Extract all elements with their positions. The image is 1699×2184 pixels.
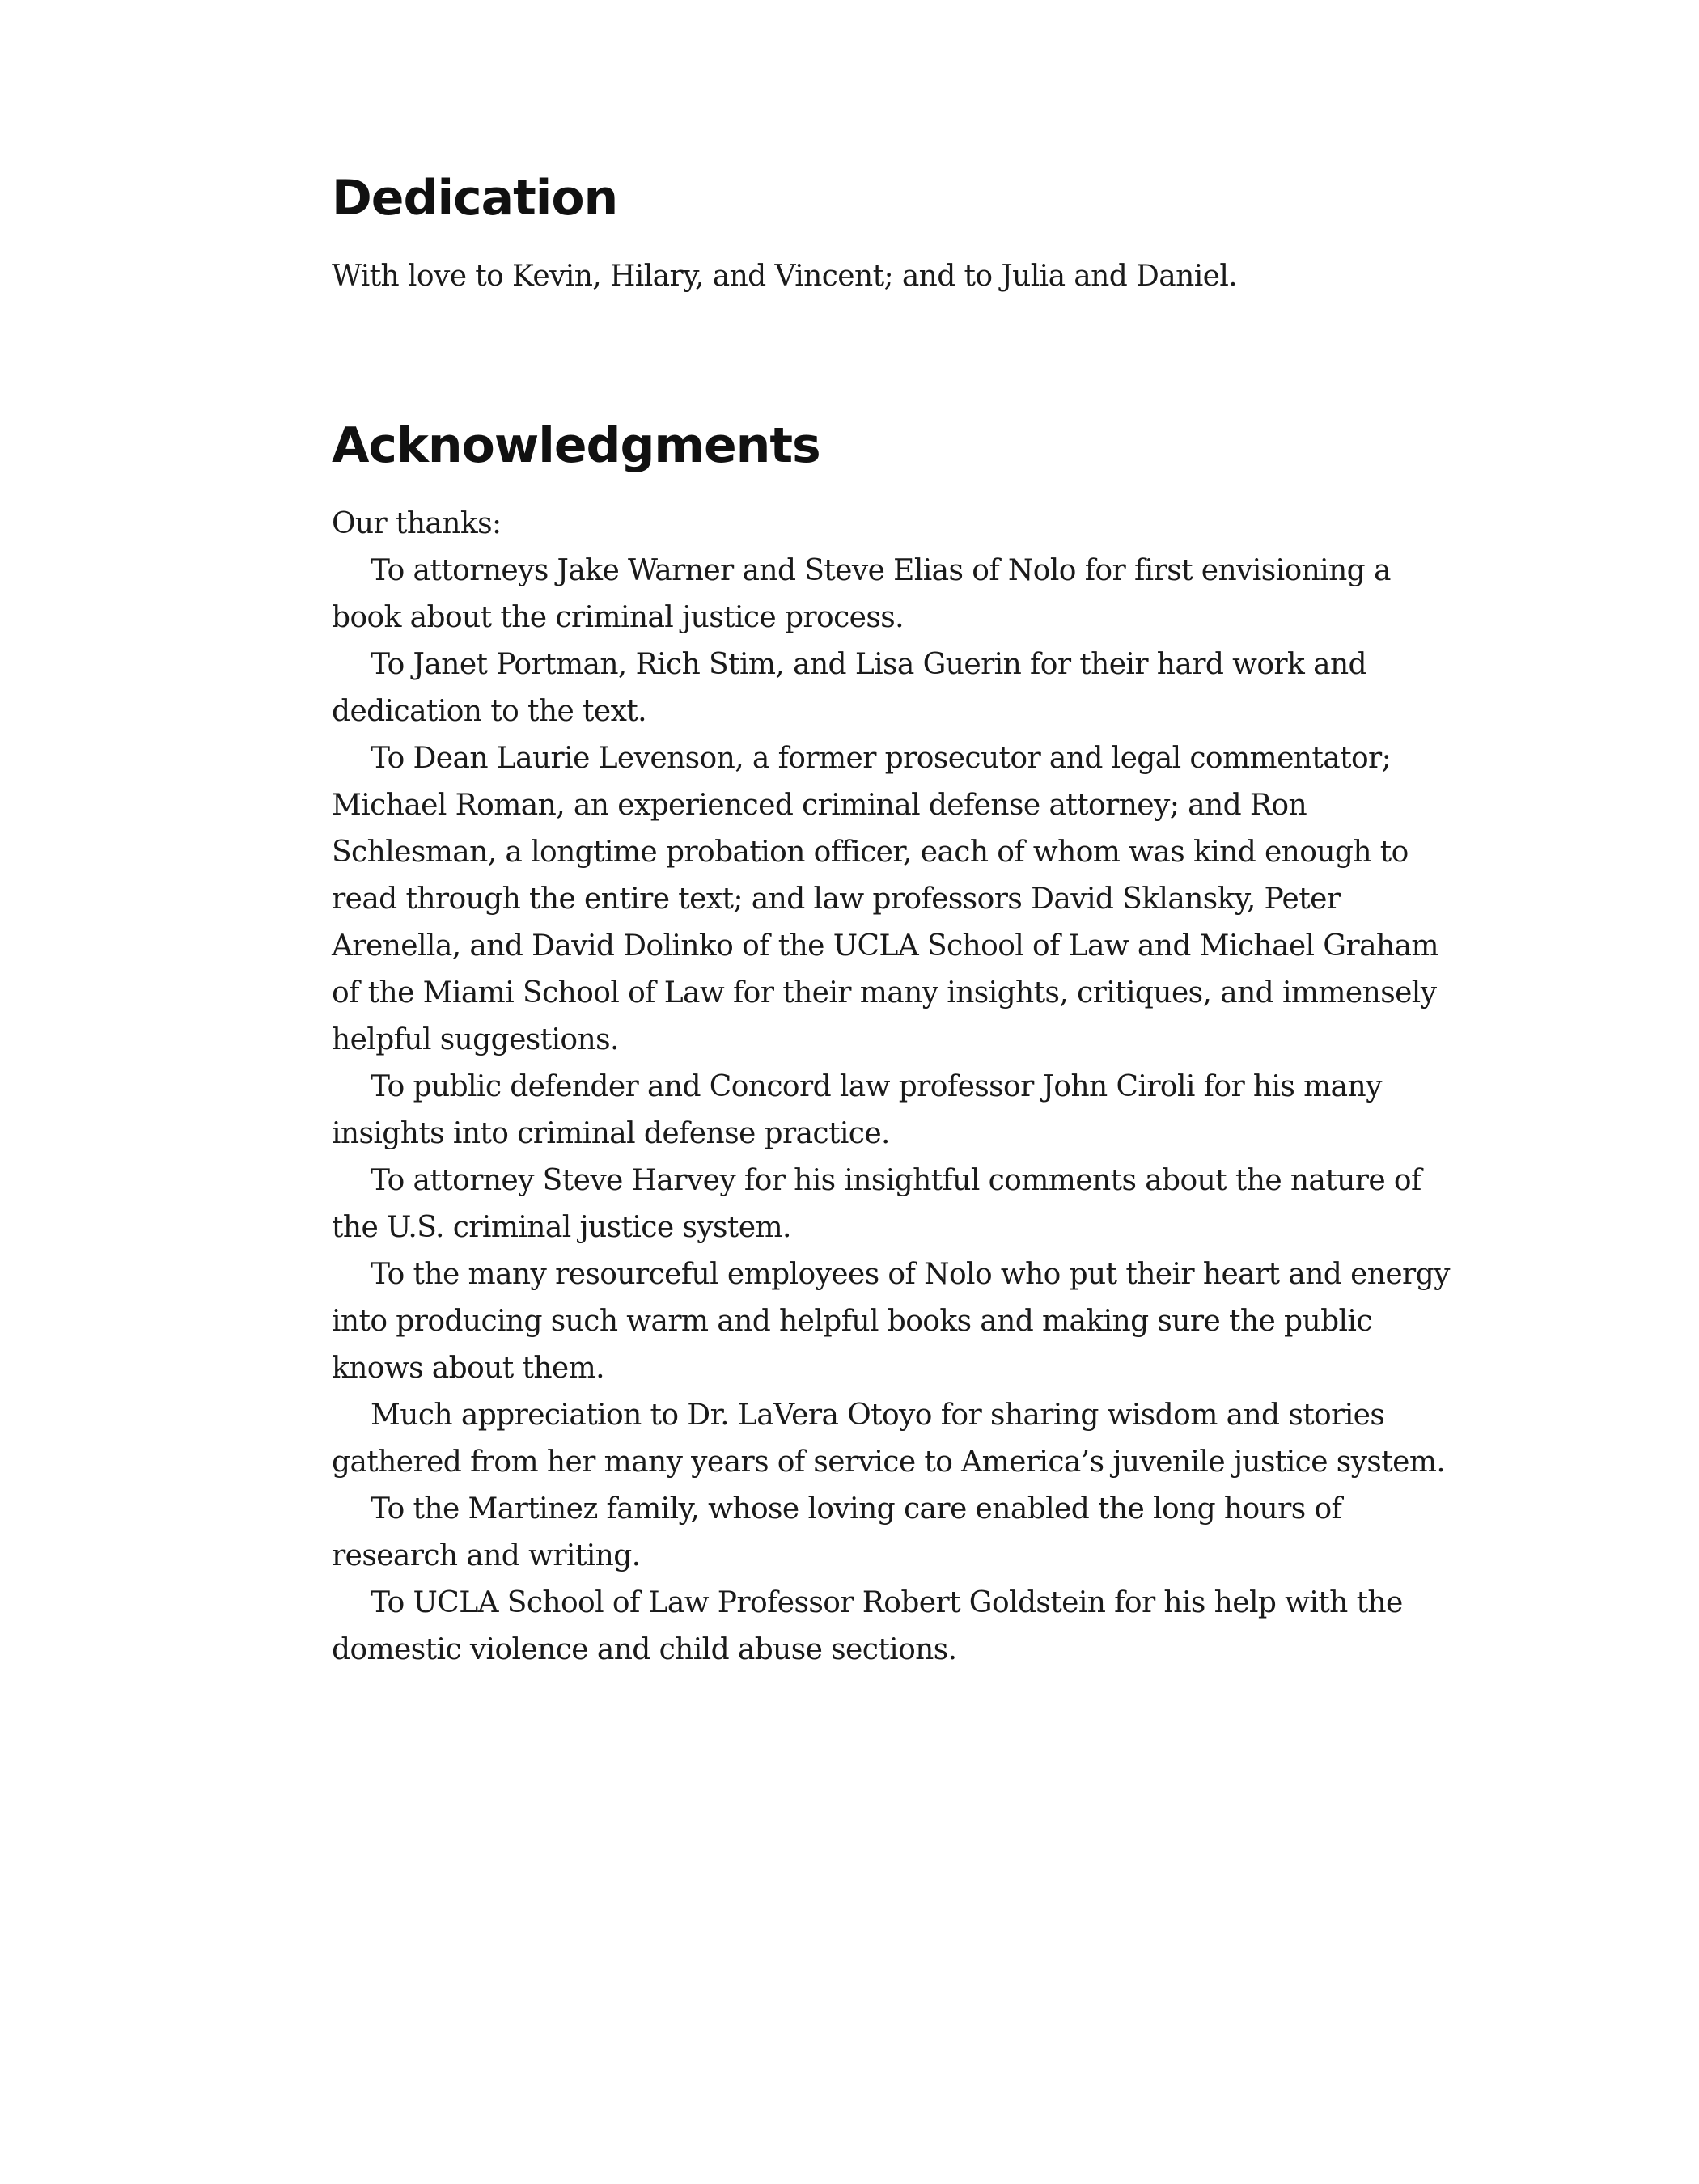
dedication-text: With love to Kevin, Hilary, and Vincent; and to Julia and Daniel. xyxy=(332,260,1238,293)
acknowledgment-paragraph: To Dean Laurie Levenson, a former prosecutor and legal commentator; Michael Roman, an experienced criminal defense attorney; and Ron Schlesman, a longtime probation officer, each of whom was kind enough to read through the entire text; and law professors David Sklansky, Peter Arenella, and David Dolinko of the UCLA School of Law and Michael Graham of the Miami School of Law for their many insights, critiques, and immensely helpful suggestions. xyxy=(332,742,1438,1056)
acknowledgments-heading: Acknowledgments xyxy=(332,417,820,474)
acknowledgment-paragraph: To Janet Portman, Rich Stim, and Lisa Guerin for their hard work and dedication to the text. xyxy=(332,648,1366,728)
acknowledgment-paragraph: To public defender and Concord law professor John Ciroli for his many insights into criminal defense practice. xyxy=(332,1070,1382,1150)
acknowledgment-paragraph: To the Martinez family, whose loving care enabled the long hours of research and writing. xyxy=(332,1492,1342,1572)
acknowledgment-paragraph: To the many resourceful employees of Nolo who put their heart and energy into producing such warm and helpful books and making sure the public knows about them. xyxy=(332,1258,1450,1385)
acknowledgment-paragraph: To attorney Steve Harvey for his insightful comments about the nature of the U.S. criminal justice system. xyxy=(332,1164,1421,1244)
document-page xyxy=(332,170,1464,1674)
acknowledgment-paragraph: Much appreciation to Dr. LaVera Otoyo for sharing wisdom and stories gathered from her many years of service to America’s juvenile justice system. xyxy=(332,1399,1446,1479)
acknowledgments-intro: Our thanks: xyxy=(332,507,502,540)
acknowledgment-paragraph: To attorneys Jake Warner and Steve Elias of Nolo for first envisioning a book about the criminal justice process. xyxy=(332,554,1391,634)
dedication-heading: Dedication xyxy=(332,170,618,226)
acknowledgment-paragraph: To UCLA School of Law Professor Robert Goldstein for his help with the domestic violence and child abuse sections. xyxy=(332,1586,1403,1666)
